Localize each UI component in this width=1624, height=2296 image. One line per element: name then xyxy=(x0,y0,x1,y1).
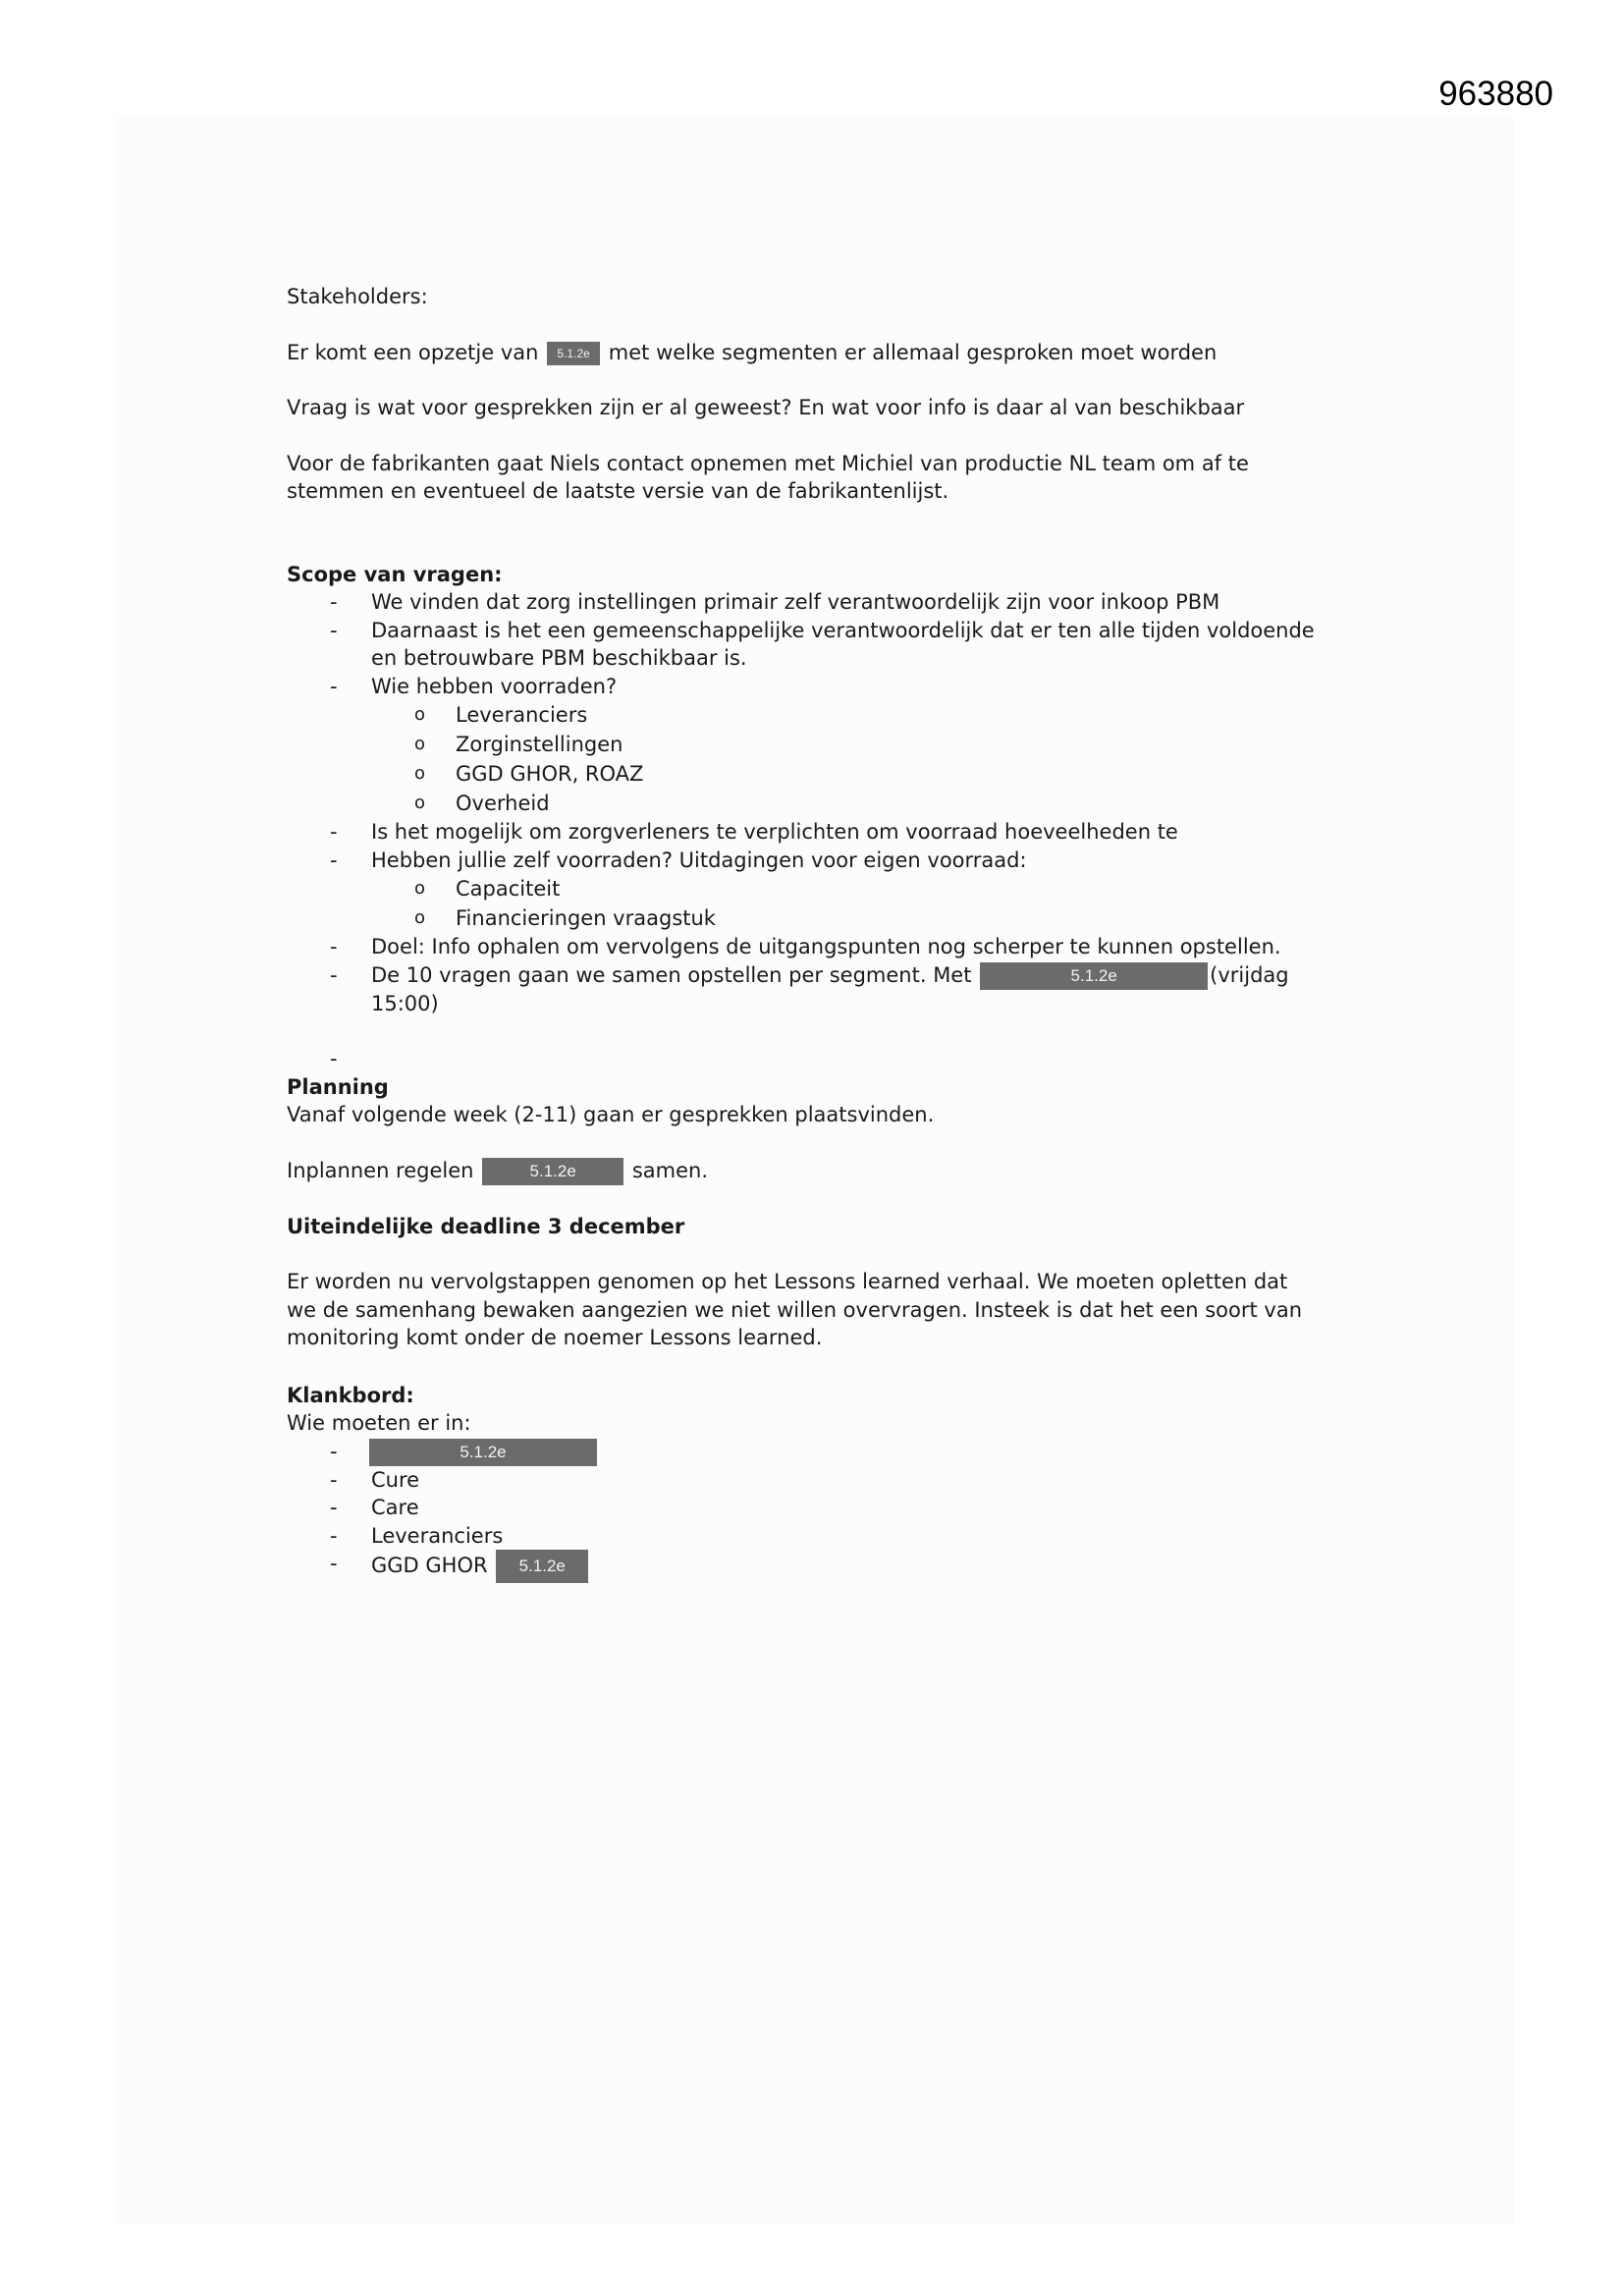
sub-list xyxy=(287,874,1367,933)
list-item: - Is het mogelijk om zorgverleners te verplichten om voorraad hoeveelheden te xyxy=(287,818,1367,847)
sub-list-item: o Zorginstellingen xyxy=(287,730,1367,759)
stakeholders-paragraph-2: Vraag is wat voor gesprekken zijn er al geweest? En wat voor info is daar al van beschikbaar xyxy=(287,396,1245,419)
redaction-box: 5.1.2e xyxy=(482,1158,623,1185)
text-line: we de samenhang bewaken aangezien we niet willen overvragen. Insteek is dat het een soort van xyxy=(287,1297,1303,1322)
scope-heading: Scope van vragen: xyxy=(287,562,503,586)
list-item xyxy=(287,617,1367,673)
redaction-box: 5.1.2e xyxy=(496,1550,588,1583)
stakeholders-heading: Stakeholders: xyxy=(287,285,428,308)
scope-list-verplichten xyxy=(287,818,1367,874)
text-line: Voor de fabrikanten gaat Niels contact opnemen met Michiel van productie NL team om af te xyxy=(287,451,1249,475)
list-item: - Doel: Info ophalen om vervolgens de uitgangspunten nog scherper te kunnen opstellen. xyxy=(287,933,1367,961)
klankbord-intro: Wie moeten er in: xyxy=(287,1411,471,1435)
sub-list-item: o Capaciteit xyxy=(287,874,1367,903)
text-segment: Er komt een opzetje van xyxy=(287,340,539,364)
sub-list-item: o Leveranciers xyxy=(287,700,1367,730)
document-body xyxy=(287,283,1367,1583)
sub-list-item: o GGD GHOR, ROAZ xyxy=(287,759,1367,789)
text-line: Daarnaast is het een gemeenschappelijke verantwoordelijk dat er ten alle tijden voldoende xyxy=(371,618,1315,642)
sub-list xyxy=(287,700,1367,818)
klankbord-list xyxy=(287,1438,1367,1584)
text-segment: (vrijdag xyxy=(1210,962,1289,987)
deadline-paragraph xyxy=(287,1268,1367,1352)
text-line: Er worden nu vervolgstappen genomen op het Lessons learned verhaal. We moeten opletten dat xyxy=(287,1270,1288,1293)
text-segment: met welke segmenten er allemaal gesproken moet worden xyxy=(608,340,1218,364)
planning-heading: Planning xyxy=(287,1074,389,1099)
scope-list-voorraden xyxy=(287,673,1367,701)
list-item: - Wie hebben voorraden? xyxy=(287,673,1367,701)
redaction-box: 5.1.2e xyxy=(547,342,600,365)
planning-paragraph-1: Vanaf volgende week (2-11) gaan er gesprekken plaatsvinden. xyxy=(287,1103,935,1126)
empty-list-item xyxy=(287,1045,1367,1073)
stakeholders-paragraph-1 xyxy=(287,339,1367,367)
planning-paragraph-2 xyxy=(287,1157,1367,1185)
text-line: stemmen en eventueel de laatste versie van de fabrikantenlijst. xyxy=(287,479,949,503)
text-segment: Inplannen regelen xyxy=(287,1158,474,1182)
list-item xyxy=(287,1438,1367,1466)
list-item: - Cure xyxy=(287,1466,1367,1495)
scope-list-doel xyxy=(287,933,1367,1017)
list-item: - Leveranciers xyxy=(287,1522,1367,1551)
text-segment: De 10 vragen gaan we samen opstellen per segment. Met xyxy=(371,962,972,987)
text-line: monitoring komt onder de noemer Lessons learned. xyxy=(287,1326,823,1349)
list-item xyxy=(287,961,1367,1018)
text-line: en betrouwbare PBM beschikbaar is. xyxy=(371,646,747,670)
sub-list-item: o Overheid xyxy=(287,789,1367,818)
page-number: 963880 xyxy=(1438,75,1553,113)
sub-list-item: o Financieringen vraagstuk xyxy=(287,903,1367,933)
list-item: - We vinden dat zorg instellingen primair zelf verantwoordelijk zijn voor inkoop PBM xyxy=(287,588,1367,617)
list-item xyxy=(287,1550,1367,1583)
redaction-box: 5.1.2e xyxy=(980,962,1208,990)
list-item: - Care xyxy=(287,1494,1367,1522)
klankbord-heading: Klankbord: xyxy=(287,1383,414,1407)
text-segment: samen. xyxy=(631,1158,709,1182)
redaction-box: 5.1.2e xyxy=(369,1439,597,1466)
scope-list xyxy=(287,588,1367,673)
text-line: 15:00) xyxy=(371,991,439,1015)
stakeholders-paragraph-3 xyxy=(287,450,1367,506)
list-item: - Hebben jullie zelf voorraden? Uitdagingen voor eigen voorraad: xyxy=(287,847,1367,875)
text-segment: GGD GHOR xyxy=(371,1554,488,1577)
deadline-heading: Uiteindelijke deadline 3 december xyxy=(287,1214,685,1238)
